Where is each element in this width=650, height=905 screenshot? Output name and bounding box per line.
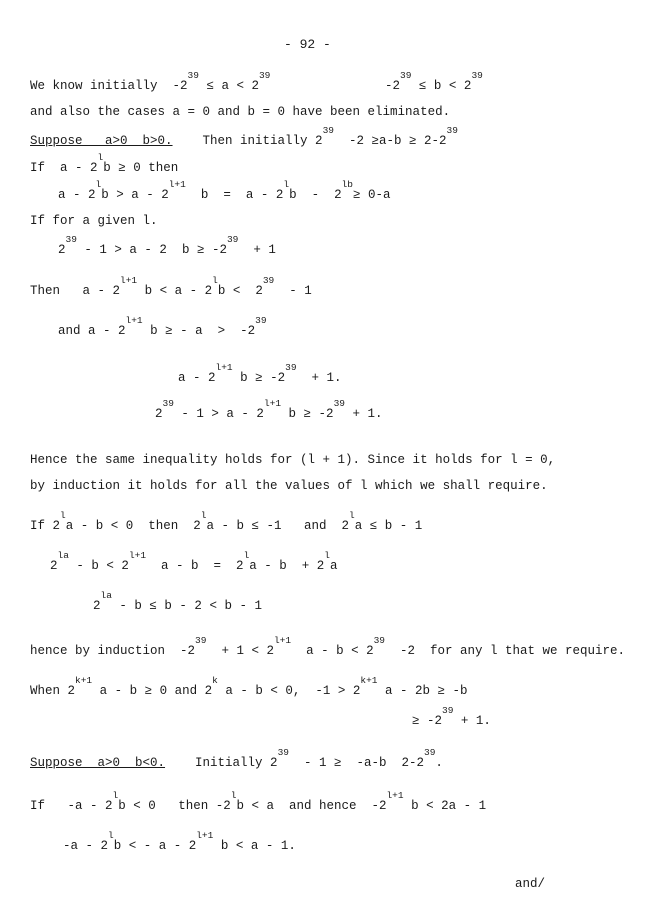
superscript: l bbox=[108, 830, 114, 841]
text-line: If $-a - 2^lb < 0$ then $-2^lb < a$ and hence $-2^{l+1}$ b < 2a - 1 bbox=[30, 790, 487, 813]
text-line: hence by induction $-2^{39} + 1 < 2^{l+1}$ $a - b < 2^{39}$ -2 for any l that we require. bbox=[30, 635, 626, 658]
text-line: and also the cases a = 0 and b = 0 have been eliminated. bbox=[30, 105, 451, 119]
underlined-heading: Suppose a>0 b<0. bbox=[30, 756, 166, 770]
superscript: l+1 bbox=[273, 635, 292, 646]
superscript: k+1 bbox=[75, 675, 93, 686]
text-line: ≥ $-2^{39} + 1$. bbox=[412, 705, 491, 728]
text-line: $2^{39} - 1 > a - 2$ $b \ge -2^{39} + 1$ bbox=[58, 234, 276, 257]
page-number: - 92 - bbox=[284, 37, 331, 52]
superscript: l bbox=[200, 510, 207, 521]
superscript: l bbox=[283, 179, 290, 190]
text-line: If 2$^l$a - b < 0 then 2$^l$a - b ≤ -1 and $2^la \le b - 1$ bbox=[30, 510, 423, 533]
text-line: $2^{39} - 1 > a - 2^{l+1}$ $b \ge -2^{39} + 1$. bbox=[155, 398, 383, 421]
superscript: 39 bbox=[400, 70, 412, 81]
superscript: 39 bbox=[285, 362, 297, 373]
text-line: Suppose a>0 b<0. Initially $2^{39} - 1 \ge -a-b$ $2-2^{39}$. bbox=[30, 747, 443, 770]
text-line: Hence the same inequality holds for (l + 1). Since it holds for l = 0, bbox=[30, 453, 556, 467]
superscript: l bbox=[212, 275, 218, 286]
superscript: la bbox=[100, 590, 112, 601]
superscript: 39 bbox=[195, 635, 207, 646]
superscript: 39 bbox=[162, 398, 174, 409]
text-line: $-a - 2^lb$ < - a - $2^{l+1}$ b < a - 1. bbox=[63, 830, 296, 853]
superscript: 39 bbox=[424, 747, 436, 758]
superscript: 39 bbox=[446, 125, 458, 136]
superscript: l bbox=[60, 510, 66, 521]
text-line: by induction it holds for all the values of l which we shall require. bbox=[30, 479, 548, 493]
superscript: l bbox=[243, 550, 250, 561]
text-line: If for a given l. bbox=[30, 214, 158, 228]
superscript: 39 bbox=[277, 747, 289, 758]
superscript: 39 bbox=[255, 315, 267, 326]
superscript: 39 bbox=[65, 234, 77, 245]
superscript: 39 bbox=[262, 275, 275, 286]
superscript: 39 bbox=[442, 705, 454, 716]
text-line: $-2^{39} \le b < 2^{39}$ bbox=[385, 70, 483, 93]
text-line: $a - 2^lb > a - 2^{l+1}$ $b = a - 2^lb - 2^{lb}\ge 0-a$ bbox=[58, 179, 391, 202]
text-line: We know initially $-2^{39} \le a < 2^{39}$ bbox=[30, 70, 271, 93]
text-line: If $a - 2^lb \ge 0$ then bbox=[30, 152, 179, 175]
superscript: 39 bbox=[373, 635, 385, 646]
text-line: $2^{la} - b \le b - 2 < b - 1$ bbox=[93, 590, 262, 613]
superscript: l bbox=[324, 550, 330, 561]
superscript: l+1 bbox=[168, 179, 186, 190]
superscript: l bbox=[112, 790, 119, 801]
superscript: l bbox=[348, 510, 355, 521]
superscript: 39 bbox=[322, 125, 334, 136]
superscript: l bbox=[95, 179, 102, 190]
superscript: l+1 bbox=[263, 398, 282, 409]
superscript: 39 bbox=[258, 70, 271, 81]
text-line: and a - $2^{l+1}$ b ≥ - $a > -2^{39}$ bbox=[58, 315, 267, 338]
text-line: Suppose a>0 b>0. Then initially $2^{39}$ $-2 \ge a-b \ge 2-2^{39}$ bbox=[30, 125, 458, 148]
superscript: 39 bbox=[333, 398, 345, 409]
text-line: a - $2^{l+1}$ $b \ge -2^{39} + 1$. bbox=[178, 362, 342, 385]
continuation-marker: and/ bbox=[515, 877, 546, 891]
text-line: When $2^{k+1}$ a - b ≥ 0 and 2$^k$ a - b < 0, $-1 > 2^{k+1}$ a - 2b ≥ -b bbox=[30, 675, 468, 698]
superscript: l+1 bbox=[128, 550, 147, 561]
underlined-heading: Suppose a>0 b>0. bbox=[30, 134, 173, 148]
superscript: l+1 bbox=[196, 830, 214, 841]
superscript: 39 bbox=[187, 70, 199, 81]
superscript: l+1 bbox=[125, 315, 143, 326]
superscript: 39 bbox=[226, 234, 239, 245]
superscript: l bbox=[230, 790, 237, 801]
superscript: k bbox=[212, 675, 218, 686]
superscript: l+1 bbox=[120, 275, 138, 286]
text-line: $2^{la} - b < 2^{l+1}$ $a - b = 2^la - b + 2^la$ bbox=[50, 550, 338, 573]
superscript: l bbox=[97, 152, 104, 163]
superscript: la bbox=[57, 550, 69, 561]
superscript: 39 bbox=[471, 70, 483, 81]
superscript: lb bbox=[341, 179, 353, 190]
superscript: l+1 bbox=[215, 362, 233, 373]
superscript: k+1 bbox=[360, 675, 378, 686]
text-line: Then a - $2^{l+1}$ $b < a - 2^lb < 2^{39} - 1$ bbox=[30, 275, 312, 298]
superscript: l+1 bbox=[386, 790, 404, 801]
